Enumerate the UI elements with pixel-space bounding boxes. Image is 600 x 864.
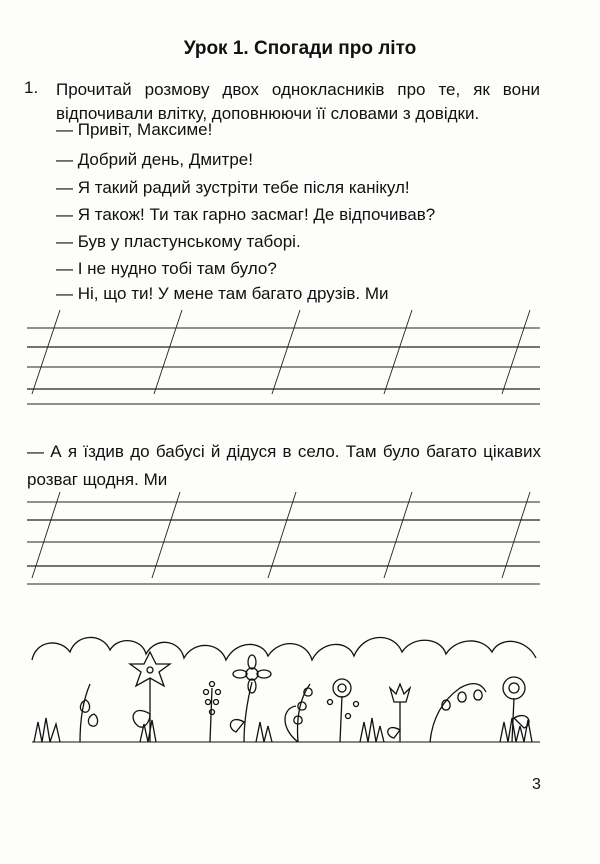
dialogue-line: — І не нудно тобі там було?	[56, 259, 277, 278]
dialogue-line: — Я такий радий зустріти тебе після канікул!	[56, 178, 410, 197]
bush-outline	[32, 637, 536, 660]
dialogue-line: — Ні, що ти! У мене там багато друзів. Ми	[56, 284, 389, 303]
leaf	[388, 728, 400, 738]
dialogue-paragraph: — А я їздив до бабусі й дідуся в село. Там було багато цікавих розваг щодня. Ми	[27, 442, 541, 489]
slant-line	[154, 310, 182, 394]
bell-flower	[88, 714, 97, 726]
slant-line	[268, 492, 296, 578]
grass-tuft	[34, 718, 60, 742]
flower-stem	[244, 682, 252, 742]
slant-line	[502, 492, 530, 578]
tulip-flower	[390, 684, 410, 702]
slant-line	[32, 310, 60, 394]
dialogue-line: — Був у пластунському таборі.	[56, 232, 301, 251]
bell-flower	[80, 700, 89, 712]
page-title: Урок 1. Спогади про літо	[183, 38, 417, 59]
flower-stem	[340, 696, 342, 742]
slant-line	[384, 310, 412, 394]
leaf	[514, 716, 529, 728]
slant-line	[152, 492, 180, 578]
slant-line	[32, 492, 60, 578]
dialogue-line: — Добрий день, Дмитре!	[56, 150, 253, 169]
flower-stem	[430, 684, 486, 742]
slant-line	[384, 492, 412, 578]
page-number: 3	[532, 776, 541, 793]
round-flower	[333, 679, 351, 697]
flower-stem	[80, 684, 90, 742]
leaf	[230, 720, 244, 732]
flower-border-illustration	[30, 618, 542, 756]
flower-center	[246, 668, 258, 680]
slant-line	[272, 310, 300, 394]
task-instruction: Прочитай розмову двох однокласників про те, як вони відпочивали влітку, доповнюючи її словами з довідки.	[56, 80, 540, 123]
round-flower	[503, 677, 525, 699]
task-number: 1.	[24, 78, 39, 97]
flower-center	[147, 667, 153, 673]
leaf	[133, 711, 150, 728]
grass-tuft	[360, 718, 384, 742]
grass-tuft	[256, 722, 272, 742]
slant-line	[502, 310, 530, 394]
dialogue-line: — Я також! Ти так гарно засмаг! Де відпочивав?	[56, 205, 436, 224]
grass-tuft	[500, 718, 532, 742]
dialogue-line: — Привіт, Максиме!	[56, 120, 213, 139]
